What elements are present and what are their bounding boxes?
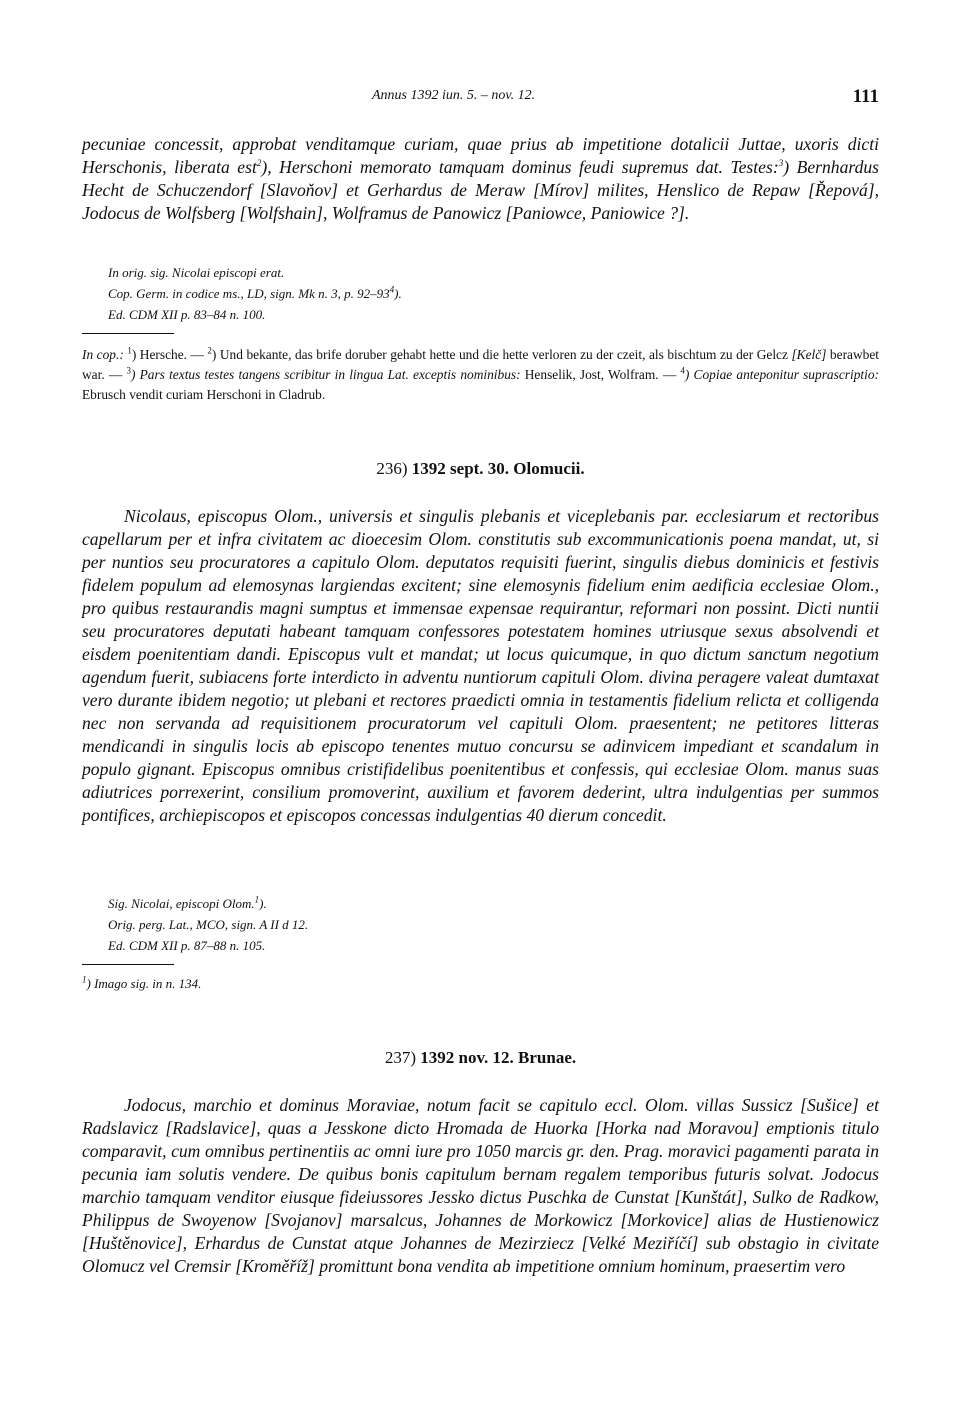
source-line: In orig. sig. Nicolai episcopi erat. (108, 265, 285, 280)
footnote-ref-2: 2 (256, 158, 262, 169)
footnote-divider (82, 333, 174, 334)
source-line: Ed. CDM XII p. 83–84 n. 100. (108, 307, 266, 322)
footnote-ref-3: 3 (778, 158, 784, 169)
document-heading-236: 236) 1392 sept. 30. Olomucii. (376, 459, 585, 478)
document-236-footnote: $^1$) Imago sig. in n. 134. (82, 974, 202, 991)
document-236-text: Nicolaus, episcopus Olom., universis et singulis plebanis et viceplebanis par. ecclesiarum et rectoribus capellarum per et infra civitatem ac dioecesim Olom. constitutis sub excommunicationis poena mandat, ut, si per nuntios seu procuratores a capitulo Olom. deputatos requisiti fuerint, singulis diebus dominicis et festivis fidelem populum ad elemosynas largiendas excitent; sine elemosynis fidelium enim aedificia ecclesiae Olom., pro quibus restaurandis magni sumptus et immensae expensae requirantur, reformari non possint. Dicti nuntii seu procuratores deputati habeant tamquam confessores potestatem homines utriusque sexus absolvendi et eisdem poenitentiam dandi. Episcopus vult et mandat; ut locus quicumque, in quo dictum sanctum negotium agendum fuerit, subiacens forte interdicto in adventu nuntiorum capituli Olom. divina peragere valeat dumtaxat vero durante ibidem negotio; ut plebani et rectores praedicti omnia in testamentis fidelium relicta et colligenda nec non servanda ad requisitionem procuratorum vel capituli Olom. praesentent; ne petitores litteras mendicandi in singulis locis ab episcopo tenentes mutuo concursu se adinvicem impediant et scandalum in populo gignant. Episcopus omnibus cristifidelibus poenitentibus et confessis, qui ecclesiae Olom. manus suas adiutrices porrexerint, consilium promoverint, auxilium et favorem dederint, ultra indulgentias per summos pontifices, archiepiscopos et episcopos concessas indulgentias 40 dierum concedit. (82, 506, 879, 825)
running-title: Annus 1392 iun. 5. – nov. 12. (372, 88, 536, 103)
page-number: 111 (852, 86, 879, 107)
running-header (82, 88, 879, 110)
footnote-ref-4: 4 (389, 284, 395, 295)
source-line: Sig. Nicolai, episcopi Olom.$^1$). (108, 894, 267, 911)
footnote-divider (82, 964, 174, 965)
document-236-sources (108, 893, 308, 956)
continued-text-b: ), Herschoni memorato tamquam dominus feudi supremus dat. Testes: (261, 157, 779, 177)
document-heading-237: 237) 1392 nov. 12. Brunae. (384, 1048, 577, 1067)
source-line: Cop. Germ. in codice ms., LD, sign. Mk n. 3, p. $92-93^4$). (108, 284, 402, 301)
continued-text-a: pecuniae concessit, approbat venditamque curiam, quae prius ab impetitione dotalicii Juttae, uxoris dicti Herschonis, liberata est (82, 134, 879, 177)
source-line: Orig. perg. Lat., MCO, sign. A II d 12. (108, 917, 309, 932)
footnotes: In cop.: $^1$) Hersche. — $^2$) Und bekante, das brife doruber gehabt hette und die hette verloren zu der czeit, als bischtum zu der Gelcz [Kelč] berawbet war. — $^3$) Pars textus testes tangens scribitur in lingua Lat. exceptis nominibus: Henselik, Jost, Wolfram. — $^4$) Copiae anteponitur suprascriptio: Ebrusch vendit curiam Herschoni in Cladrub. (82, 345, 880, 402)
source-list (108, 262, 402, 325)
continued-paragraph (82, 133, 879, 225)
source-line: Ed. CDM XII p. 87–88 n. 105. (108, 938, 266, 953)
document-237-text: Jodocus, marchio et dominus Moraviae, notum facit se capitulo eccl. Olom. villas Sussicz [Sušice] et Radslavicz [Radslavice], quas a Jesskone dicto Hromada de Huorka [Horka nad Moravou] emptionis titulo comparavit, cum omnibus pertinentiis ac omni iure pro 1050 marcis gr. den. Prag. moravici pagamenti parata in pecunia iam solutis vendere. De quibus bonis capitulum bernam regalem temporibus futuris solvat. Jodocus marchio tamquam venditor eiusque fideiussores Jessko dictus Puschka de Cunstat [Kunštát], Sulko de Radkow, Philippus de Swoyenow [Svojanov] marsalcus, Johannes de Morkowicz [Morkovice] alias de Hustienowicz [Huštěnovice], Erhardus de Cunstat atque Johannes de Mezirziecz [Velké Meziříčí] sub obstagio in civitate Olomucz vel Cremsir [Kroměříž] promittunt bona vendita ab impetitione omnium hominum, praesertim vero (82, 1095, 879, 1276)
continued-text-c: ) Bernhardus Hecht de Schuczendorf [Slavoňov] et Gerhardus de Meraw [Mírov] milites, Henslico de Repaw [Řepová], Jodocus de Wolfsberg [Wolfshain], Wolframus de Panowicz [Paniowce, Paniowice ?]. (82, 157, 880, 223)
